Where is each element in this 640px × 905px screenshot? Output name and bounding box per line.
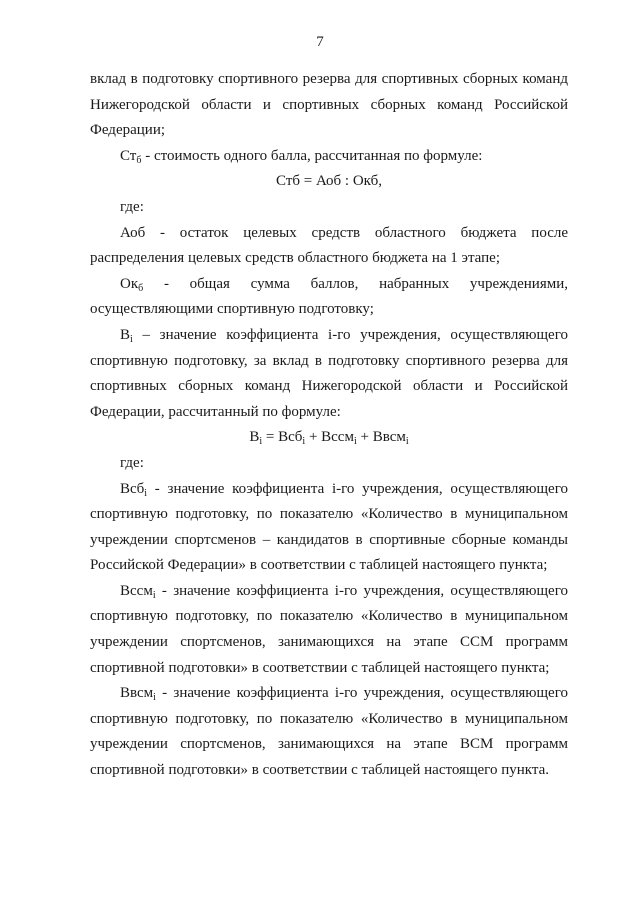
symbol-subscript: i [152, 589, 156, 601]
definition-paragraph [90, 477, 568, 579]
definition-text: - значение коэффициента i-го учреждения, осуществляющего спортивную подготовку, по показателю «Количество в муниципальном учреждении спортсменов – кандидатов в спортивные сборные команды Российской Федерации» в соответствии с таблицей настоящего пункта; [90, 480, 568, 574]
symbol: Вcб [120, 480, 145, 497]
page-number: 7 [316, 34, 324, 50]
formula-subscript: i [405, 436, 409, 448]
where-label: где: [120, 198, 144, 215]
formula-subscript: i [353, 436, 357, 448]
definition-text: - остаток целевых средств областного бюджета после распределения целевых средств областного бюджета на 1 этапе; [90, 224, 568, 267]
formula-part: В [249, 429, 260, 446]
definition-paragraph [90, 323, 568, 425]
formula-part: + Ввсм [356, 429, 406, 446]
symbol-subscript: i [130, 333, 133, 345]
formula-subscript: i [259, 436, 263, 448]
symbol-subscript: б [136, 154, 142, 166]
symbol: В [120, 326, 131, 343]
formula-subscript: i [302, 436, 306, 448]
symbol: Вcсм [120, 582, 153, 599]
definition-text: - значение коэффициента i-го учреждения, осуществляющего спортивную подготовку, по показателю «Количество в муниципальном учреждении спортсменов, занимающихся на этапе ВСМ программ спортивной подготовки» в соответствии с таблицей настоящего пункта. [90, 685, 568, 779]
formula [90, 425, 568, 451]
definition-paragraph [90, 221, 568, 272]
formula: Стб = Аоб : Окб, [276, 173, 382, 190]
document-body [90, 67, 568, 784]
definition-paragraph [90, 272, 568, 323]
symbol: Ок [120, 275, 139, 292]
definition-text: - стоимость одного балла, рассчитанная по формуле: [141, 147, 483, 164]
definition-paragraph [90, 144, 568, 170]
symbol-subscript: i [144, 487, 148, 499]
definition-paragraph [90, 681, 568, 783]
symbol-subscript: i [153, 692, 156, 704]
where-label: где: [120, 454, 144, 471]
definition-text: - общая сумма баллов, набранных учреждениями, осуществляющими спортивную подготовку; [90, 275, 568, 318]
paragraph: вклад в подготовку спортивного резерва для спортивных сборных команд Нижегородской области и спортивных сборных команд Российской Федерации; [90, 71, 568, 139]
definition-paragraph [90, 579, 568, 681]
definition-text: – значение коэффициента i-го учреждения, осуществляющего спортивную подготовку, за вклад в подготовку спортивного резерва для спортивных сборных команд Нижегородской области и Российской Федерации, рассчитанный по формуле: [90, 326, 568, 420]
symbol: Аоб [120, 224, 146, 241]
formula-part: = Вcб [262, 429, 303, 446]
symbol: Ввсм [120, 685, 154, 702]
formula-part: + Вcсм [305, 429, 354, 446]
symbol-subscript: б [138, 282, 144, 294]
definition-text: - значение коэффициента i-го учреждения, осуществляющего спортивную подготовку, по показателю «Количество в муниципальном учреждении спортсменов, занимающихся на этапе ССМ программ спортивной подготовки» в соответствии с таблицей настоящего пункта; [90, 582, 568, 676]
symbol: Ст [120, 147, 137, 164]
